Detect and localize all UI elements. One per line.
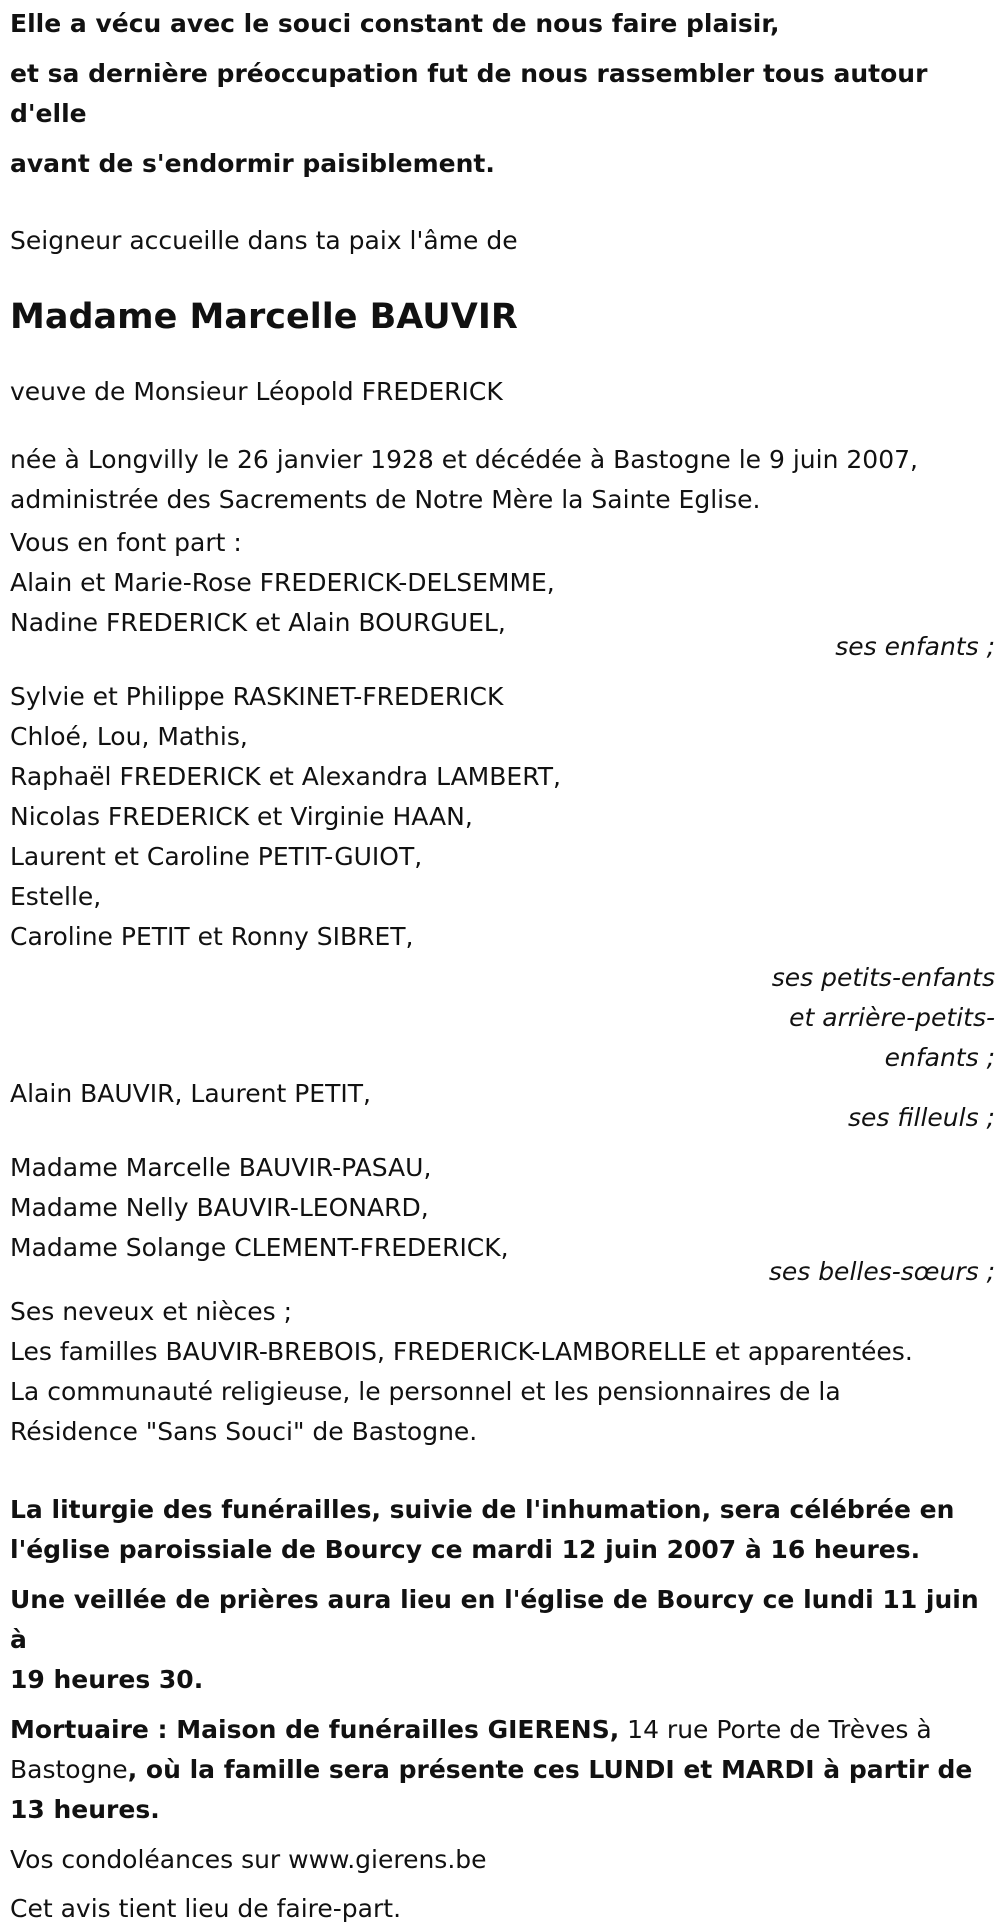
intro-quote <box>10 0 995 184</box>
family-member: Madame Solange CLEMENT-FREDERICK, <box>10 1233 509 1262</box>
family-member: Chloé, Lou, Mathis, <box>10 722 248 751</box>
other-relatives <box>10 1292 995 1452</box>
funeral-info <box>10 1490 995 1830</box>
children-group <box>10 563 995 667</box>
role-line: ses petits-enfants <box>771 963 995 992</box>
family-member: Caroline PETIT et Ronny SIBRET, <box>10 922 414 951</box>
obituary-content <box>10 0 995 1929</box>
grandchildren-group <box>10 677 995 1078</box>
role-line: enfants ; <box>884 1043 995 1072</box>
godchildren-group <box>10 1074 995 1138</box>
family-member: Nadine FREDERICK et Alain BOURGUEL, <box>10 608 506 637</box>
deceased-name: Madame Marcelle BAUVIR <box>10 297 518 337</box>
family-member: Sylvie et Philippe RASKINET-FREDERICK <box>10 682 504 711</box>
role-line: et arrière-petits- <box>789 1003 995 1032</box>
mortuary-info <box>10 1710 995 1830</box>
family-member: Madame Marcelle BAUVIR-PASAU, <box>10 1153 432 1182</box>
mortuary-presence: , où la famille sera présente ces LUNDI et MARDI à partir de <box>127 1755 973 1784</box>
intro-line-3: avant de s'endormir paisiblement. <box>10 149 495 178</box>
announce-text: Vous en font part : <box>10 528 242 557</box>
other-line: La communauté religieuse, le personnel et les pensionnaires de la <box>10 1377 841 1406</box>
birth-death-info <box>10 440 995 520</box>
family-member: Madame Nelly BAUVIR-LEONARD, <box>10 1193 429 1222</box>
widow-of: veuve de Monsieur Léopold FREDERICK <box>10 377 503 406</box>
mortuary-address: 14 rue Porte de Trèves à <box>619 1715 932 1744</box>
family-member: Nicolas FREDERICK et Virginie HAAN, <box>10 802 473 831</box>
family-member: Laurent et Caroline PETIT-GUIOT, <box>10 842 423 871</box>
liturgy-line-2: l'église paroissiale de Bourcy ce mardi 12 juin 2007 à 16 heures. <box>10 1535 921 1564</box>
notice-text: Cet avis tient lieu de faire-part. <box>10 1894 402 1923</box>
family-member: Alain et Marie-Rose FREDERICK-DELSEMME, <box>10 568 555 597</box>
mortuary-line-3: 13 heures. <box>10 1795 160 1824</box>
mortuary-line-2 <box>10 1750 995 1790</box>
sisters-in-law-role: ses belles-sœurs ; <box>768 1257 995 1286</box>
intro-line-1: Elle a vécu avec le souci constant de nous faire plaisir, <box>10 9 780 38</box>
prayer-text: Seigneur accueille dans ta paix l'âme de <box>10 226 518 255</box>
family-member: Raphaël FREDERICK et Alexandra LAMBERT, <box>10 762 561 791</box>
intro-line-2: et sa dernière préoccupation fut de nous rassembler tous autour d'elle <box>10 59 928 128</box>
other-line: Ses neveux et nièces ; <box>10 1297 293 1326</box>
birth-death-line-2: administrée des Sacrements de Notre Mère la Sainte Eglise. <box>10 485 761 514</box>
children-role: ses enfants ; <box>835 632 995 661</box>
other-line: Les familles BAUVIR-BREBOIS, FREDERICK-LAMBORELLE et apparentées. <box>10 1337 913 1366</box>
condolences-text: Vos condoléances sur www.gierens.be <box>10 1845 487 1874</box>
birth-death-line-1: née à Longvilly le 26 janvier 1928 et décédée à Bastogne le 9 juin 2007, <box>10 445 918 474</box>
mortuary-label: Mortuaire : Maison de funérailles GIERENS, <box>10 1715 620 1744</box>
godchildren-role: ses filleuls ; <box>848 1103 995 1132</box>
vigil-line-2: 19 heures 30. <box>10 1665 204 1694</box>
liturgy-info <box>10 1490 995 1570</box>
family-member: Alain BAUVIR, Laurent PETIT, <box>10 1079 371 1108</box>
other-line: Résidence "Sans Souci" de Bastogne. <box>10 1417 478 1446</box>
liturgy-line-1: La liturgie des funérailles, suivie de l'inhumation, sera célébrée en <box>10 1495 955 1524</box>
vigil-line-1: Une veillée de prières aura lieu en l'église de Bourcy ce lundi 11 juin à <box>10 1585 979 1654</box>
grandchildren-role <box>10 958 995 1078</box>
vigil-info <box>10 1580 995 1700</box>
mortuary-line-1 <box>10 1710 995 1750</box>
sisters-in-law-group <box>10 1148 995 1292</box>
family-member: Estelle, <box>10 882 102 911</box>
mortuary-city: Bastogne <box>10 1755 128 1784</box>
